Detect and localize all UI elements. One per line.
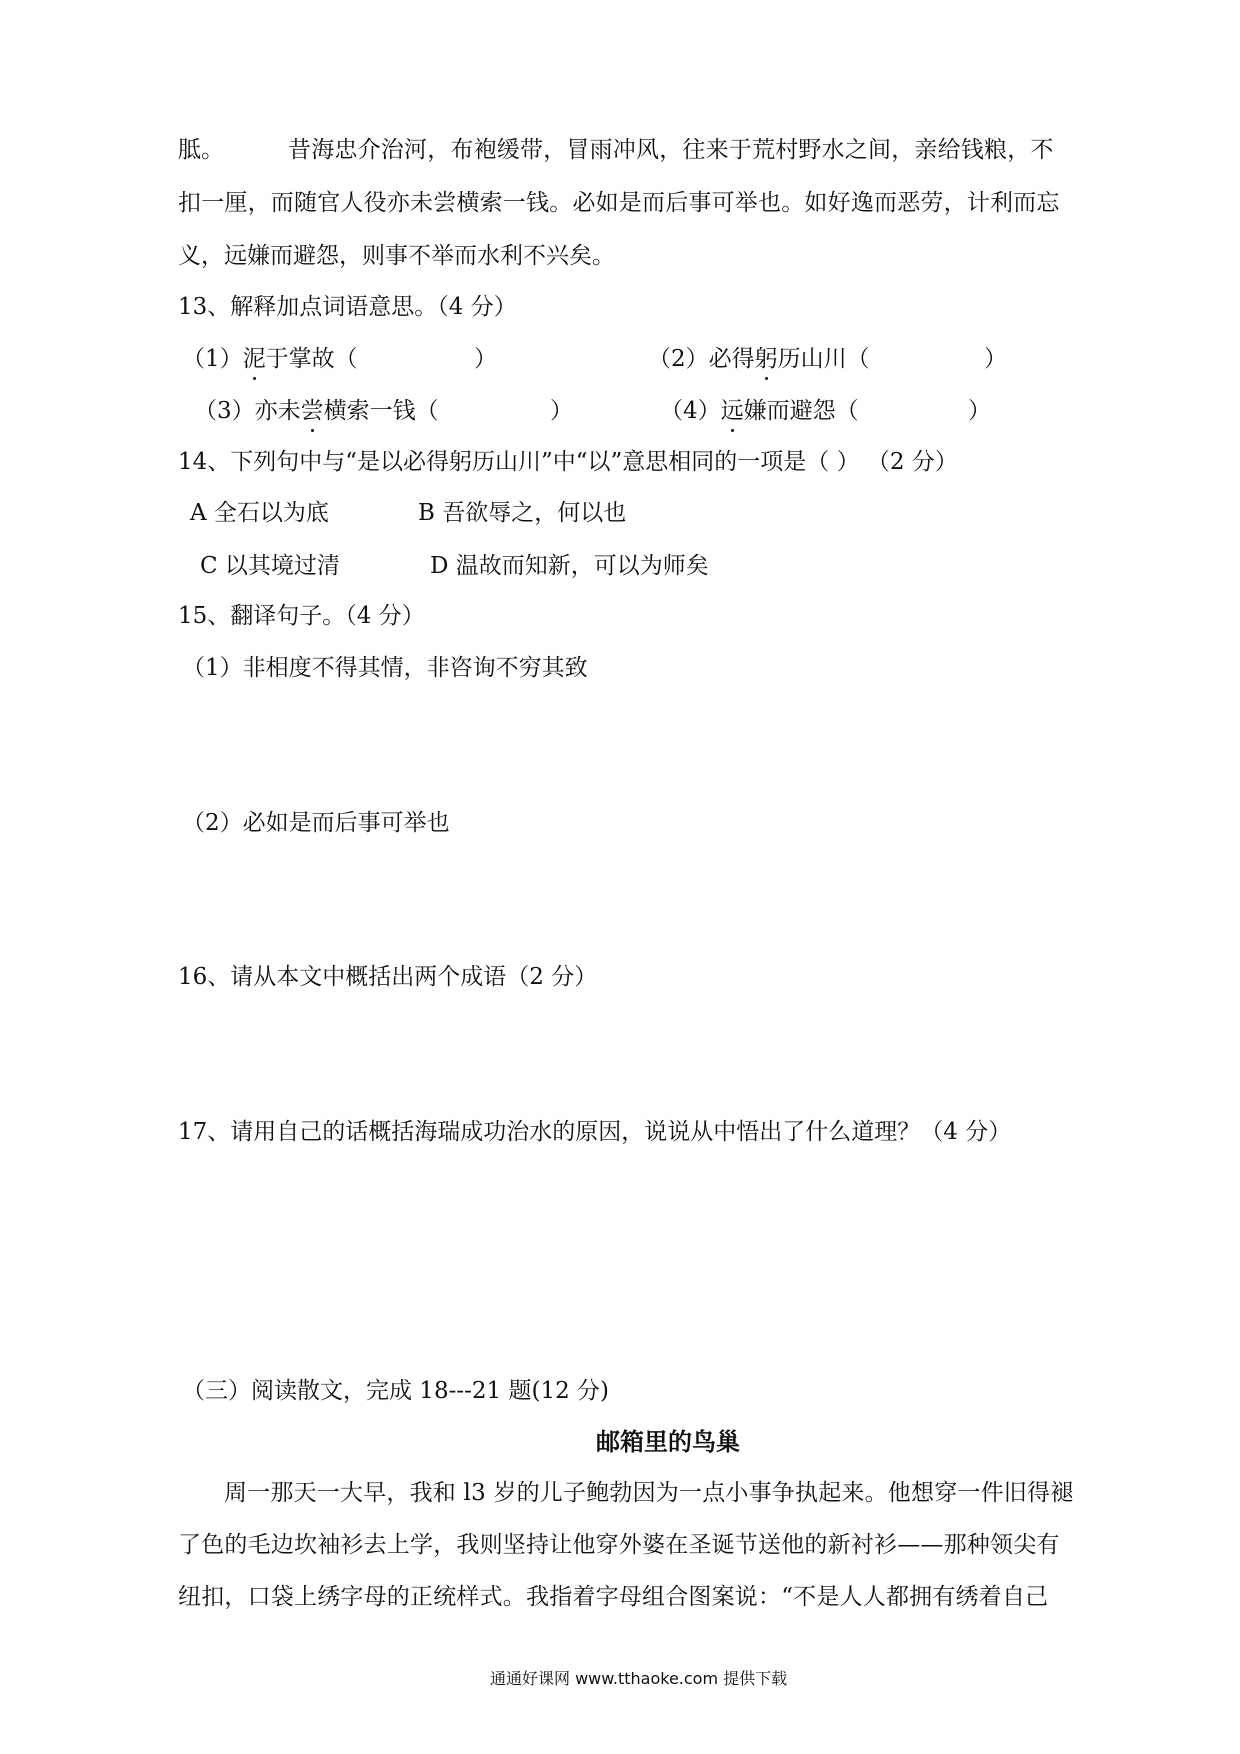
- passage-line-2: 扣一厘，而随官人役亦未尝横索一钱。必如是而后事可举也。如好逸而恶劳，计利而忘: [178, 190, 1060, 216]
- page-footer: 通通好课网 www.tthaoke.com 提供下载: [490, 1669, 788, 1688]
- essay-line-3: 纽扣，口袋上绣字母的正统样式。我指着字母组合图案说：“不是人人都拥有绣着自己: [178, 1584, 1049, 1610]
- q13-item-1-close: ）: [474, 346, 497, 372]
- q13-item-3-number: （3）亦未: [194, 398, 301, 424]
- q14-option-c: C 以其境过清: [200, 553, 340, 579]
- q13-item-2: [648, 344, 870, 374]
- passage-line-1-body: 昔海忠介治河，布袍缓带，冒雨冲风，往来于荒村野水之间，亲给钱粮，不: [288, 137, 1054, 163]
- passage-line-1: [178, 135, 224, 165]
- q13-item-3-close: ）: [550, 398, 573, 424]
- q13-item-4-dotted-char: 远: [720, 398, 744, 424]
- q13-item-1-text: 于掌故（: [265, 346, 358, 372]
- passage-line-1-start: 胝。: [178, 137, 224, 163]
- q14-option-d: D 温故而知新，可以为师矣: [430, 553, 709, 579]
- q13-item-4-close: ）: [968, 398, 991, 424]
- q14-option-b: B 吾欲辱之，何以也: [418, 500, 627, 526]
- question-14-stem: 14、下列句中与“是以必得躬历山川”中“以”意思相同的一项是（ ） （2 分）: [178, 449, 958, 475]
- q13-item-3-text: 横索一钱（: [323, 398, 439, 424]
- q14-option-a: A 全石以为底: [190, 500, 329, 526]
- q13-item-3-dotted-char: 尝: [300, 398, 324, 424]
- q13-item-4-number: （4）: [660, 398, 721, 424]
- q13-item-1-dotted-char: 泥: [242, 346, 266, 372]
- q13-item-4-text: 嫌而避怨（: [743, 398, 859, 424]
- passage-line-3: 义，远嫌而避怨，则事不举而水利不兴矣。: [178, 243, 615, 269]
- q13-item-3: [194, 396, 439, 426]
- question-13-stem: 13、解释加点词语意思。（4 分）: [178, 294, 517, 320]
- q13-item-4: [660, 396, 859, 426]
- q15-sentence-2: （2）必如是而后事可举也: [182, 810, 450, 836]
- q13-item-1-number: （1）: [182, 346, 243, 372]
- essay-line-1: 周一那天一大早，我和 l3 岁的儿子鲍勃因为一点小事争执起来。他想穿一件旧得褪: [224, 1480, 1074, 1506]
- q13-item-2-dotted-char: 躬: [754, 346, 778, 372]
- q15-sentence-1: （1）非相度不得其情，非咨询不穷其致: [182, 655, 588, 681]
- essay-title: 邮箱里的鸟巢: [596, 1427, 740, 1456]
- q13-item-2-text: 历山川（: [777, 346, 870, 372]
- q13-item-1: [182, 344, 358, 374]
- q13-item-2-number: （2）必得: [648, 346, 755, 372]
- essay-line-2: 了色的毛边坎袖衫去上学，我则坚持让他穿外婆在圣诞节送他的新衬衫——那种领尖有: [178, 1532, 1060, 1558]
- question-16-stem: 16、请从本文中概括出两个成语（2 分）: [178, 964, 598, 990]
- section-3-heading: （三）阅读散文，完成 18---21 题(12 分): [182, 1378, 609, 1404]
- question-15-stem: 15、翻译句子。（4 分）: [178, 603, 425, 629]
- q13-item-2-close: ）: [984, 346, 1007, 372]
- question-17-stem: 17、请用自己的话概括海瑞成功治水的原因，说说从中悟出了什么道理？（4 分）: [178, 1119, 1012, 1145]
